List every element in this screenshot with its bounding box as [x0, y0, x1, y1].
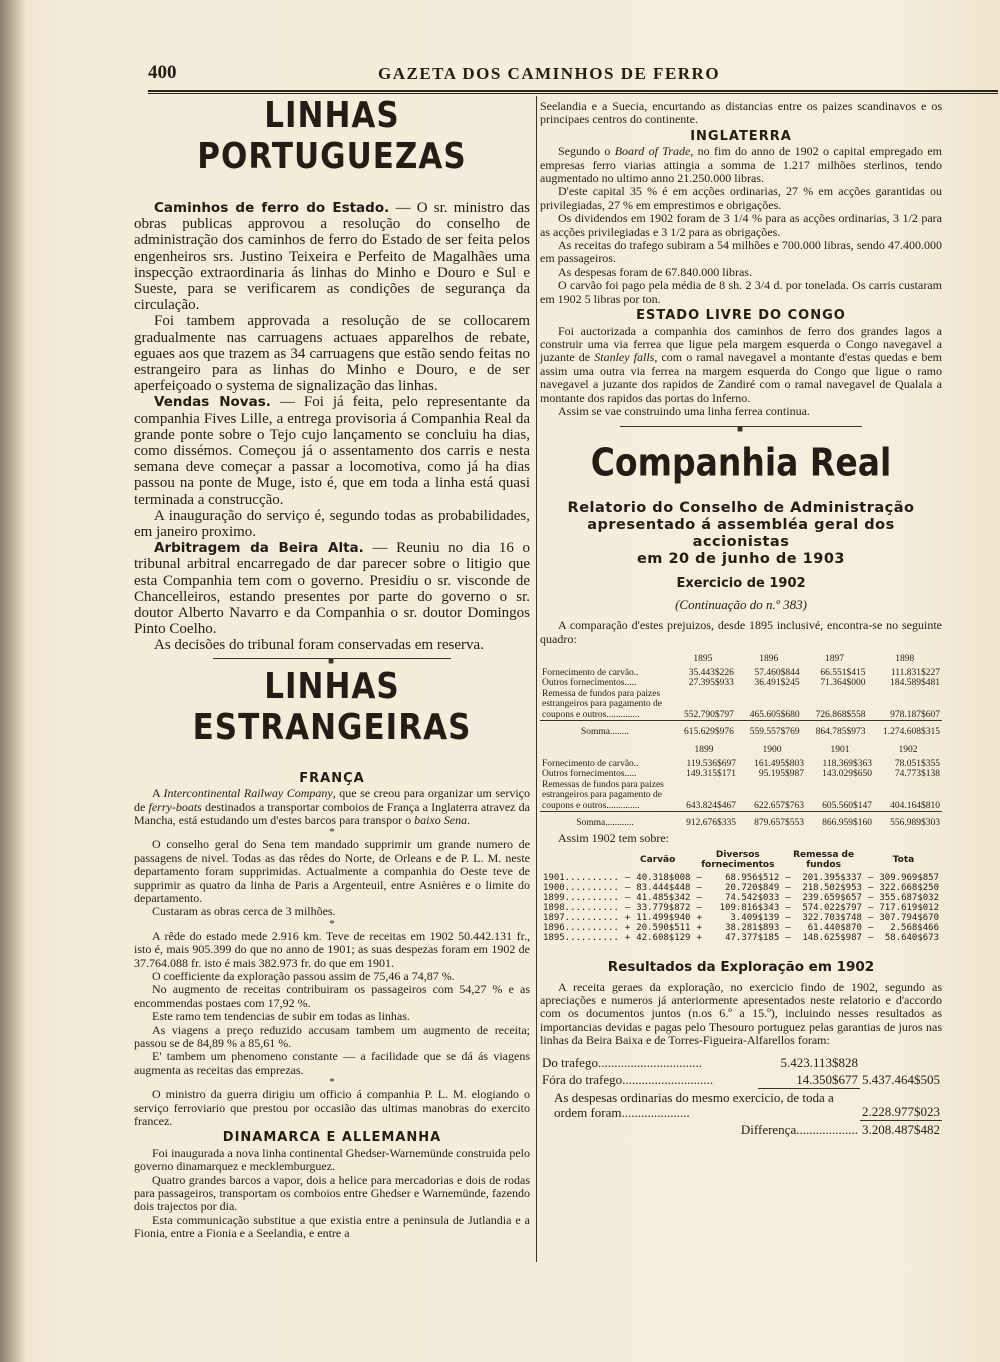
article-paragraph: Assim 1902 tem sobre:	[558, 831, 669, 846]
table-cell: 465.605$680	[749, 709, 800, 720]
difference-cell: 3.208.487$482	[862, 1122, 940, 1138]
table-cell: 47.377$185	[725, 932, 780, 943]
table-cell: 20.590$511	[636, 922, 691, 933]
article-paragraph: As decisões do tribunal foram conservadas em reserva.	[154, 637, 484, 654]
sign-cell: —	[696, 902, 702, 913]
article-paragraph: A inauguração do serviço é, segundo todas as probabilidades, em janeiro proximo.	[134, 507, 530, 541]
table-cell: 978.187$607	[890, 709, 940, 720]
table-cell: 119.536$697	[686, 758, 736, 769]
row-label: 1895..........	[543, 932, 619, 943]
table-cell: 355.687$032	[879, 892, 939, 903]
sign-cell: —	[867, 902, 874, 913]
article-text: Foi auctorizada a companhia dos caminhos de ferro dos grandes lagos a construir uma via ferrea que ligue pela margem esquerda o Congo navegavel a juzante de	[540, 323, 942, 365]
sum-cell: 556.989$303	[890, 817, 940, 828]
sign-cell: —	[867, 932, 874, 943]
article-text: Segundo o	[558, 144, 615, 159]
table-cell: 83.444$448	[636, 882, 691, 893]
table-cell: 33.779$872	[636, 902, 691, 913]
sum-cell: 864.785$973	[815, 726, 866, 737]
column-header: Carvão	[640, 854, 676, 865]
sign-cell: —	[624, 902, 631, 913]
difference-table	[540, 848, 942, 943]
table-cell: 605.560$147	[822, 800, 872, 811]
table-cell: 38.281$893	[725, 922, 780, 933]
article-paragraph: A comparação d'estes prejuizos, desde 1895 inclusivé, encontra-se no seguinte quadro:	[540, 618, 942, 646]
table-row	[540, 759, 942, 770]
year-header: 1896	[759, 654, 779, 665]
sign-cell: —	[867, 912, 874, 923]
table-row	[540, 1088, 942, 1121]
row-label: As despesas ordinarias do mesmo exercicio, de toda a ordem foram.....................	[554, 1089, 834, 1120]
row-label: Fóra do trafego............................	[542, 1071, 714, 1087]
table-row	[540, 933, 942, 943]
foreign-lines-continued	[540, 100, 942, 418]
table-header-row	[540, 848, 942, 873]
continuation-note: (Continuação do n.º 383)	[675, 597, 807, 613]
column-divider	[536, 96, 537, 1262]
table-corner	[540, 741, 670, 759]
article-paragraph: As despesas foram de 67.840.000 libras.	[558, 264, 752, 279]
italic-text: Stanley falls	[594, 350, 655, 365]
article-text: , com o ramal navegavel a montante d'estas quedas e bem assim uma outra via ferrea na margem esquerda do Congo que ligue o ramo navegavel a juzante dos rapidos de Zandiré com o ramal navegavel de Qualala a montante dos rapidos das portas do Inferno.	[540, 350, 942, 405]
ornament-divider: ■	[620, 426, 861, 433]
empty-cell	[860, 1054, 942, 1071]
article-paragraph: O coefficiente da exploração passou assim de 75,46 a 74,87 %.	[152, 968, 455, 983]
table-cell: 307.794$670	[879, 912, 939, 923]
table-row	[540, 923, 942, 933]
article-keyword: Caminhos de ferro do Estado.	[154, 200, 390, 216]
row-label: 1899..........	[543, 892, 619, 903]
losses-table-1895-1898	[540, 650, 942, 737]
article-paragraph: Foi tambem approvada a resolução de se collocarem gradualmente nas carruagens actuaes apparelhos de rebate, eguaes aos que trazem as 34 carruagens que estão sendo feitas no estrangeiro para as linhas do Minho e Douro, e de ser aperfeiçoado o systema de signalização das linhas.	[134, 313, 530, 395]
article-paragraph: Foi inaugurada a nova linha continental Ghedser-Warnemünde construida pelo governo dinamarquez e mecklemburguez.	[134, 1145, 530, 1174]
sum-cell: 866.959$160	[822, 817, 872, 828]
year-header: 1902	[898, 745, 918, 756]
table-cell: 322.668$250	[879, 882, 939, 893]
table-cell: 717.619$012	[879, 902, 939, 913]
row-label: Differença...................	[740, 1121, 858, 1137]
sign-cell: —	[696, 872, 702, 883]
table-cell: 201.395$337	[802, 872, 862, 883]
article-paragraph: Assim se vae construindo uma linha ferrea continua.	[558, 403, 810, 418]
results-intro	[540, 981, 942, 1048]
linhas-portuguezas-body	[134, 200, 530, 654]
year-header: 1901	[830, 745, 850, 756]
table-cell: 66.551$415	[820, 667, 866, 678]
table-row	[540, 883, 942, 893]
table-cell: 111.831$227	[890, 667, 940, 678]
article-paragraph: A rêde do estado mede 2.916 km. Teve de receitas em 1902 50.442.131 fr., isto é, mais 905.399 do que no anno de 1901; as suas despezas foram em 1902 de 37.764.088 fr. isto é mais 382.973 fr. do que em 1901.	[134, 928, 530, 970]
table-cell: 58.640$673	[884, 932, 939, 943]
row-label: 1900..........	[543, 882, 619, 893]
table-cell: 184.589$481	[890, 678, 940, 689]
table-cell: 78.051$355	[894, 758, 940, 769]
total-cell: 5.437.464$505	[862, 1071, 940, 1087]
table-cell: 643.824$467	[686, 800, 736, 811]
ornament-divider: ■	[213, 658, 451, 665]
article-text: — Reuniu no dia 16 o tribunal arbitral encarregado de dar parecer sobre o litigio que esta Companhia tem com o governo. Presidiu o sr. visconde de Chancelleiros, estando presentes por parte do governo o sr. doutor Alberto Navarro e da Companhia o sr. doutor Domingos Pinto Coelho.	[134, 540, 530, 638]
table-header-row	[540, 650, 942, 668]
sign-cell: +	[624, 932, 631, 943]
article-paragraph: O carvão foi pago pela média de 8 sh. 2 3/4 d. por tonelada. Os carris custaram em 1902 5 libras por ton.	[540, 278, 942, 306]
table-cell: 404.164$810	[890, 800, 940, 811]
sum-cell: 912.676$335	[686, 817, 736, 828]
report-title-line2: apresentado á assembléa geral dos accionistas	[587, 517, 895, 551]
table-cell: 71.364$000	[820, 678, 866, 689]
results-heading: Resultados da Exploração em 1902	[607, 958, 875, 975]
article-text: .	[467, 812, 471, 827]
sign-cell: —	[785, 892, 791, 903]
row-label: 1897..........	[543, 912, 619, 923]
table-cell: 143.029$650	[822, 769, 872, 780]
asterisk-separator: *	[329, 1076, 335, 1089]
table-row	[540, 780, 942, 812]
article-paragraph	[540, 145, 942, 185]
sign-cell: —	[785, 932, 791, 943]
article-paragraph: Custaram as obras cerca de 3 milhões.	[152, 904, 336, 919]
article-paragraph: Quatro grandes barcos a vapor, dois a helice para mercadorias e dois de rodas para passageiros, transportam os comboios entre Ghedser e Warnemünde, fazendo dois trajectos por dia.	[134, 1172, 530, 1214]
table-cell: 161.495$803	[754, 758, 804, 769]
sign-cell: —	[785, 912, 791, 923]
sign-cell: —	[867, 922, 874, 933]
section-heading-dinamarca: DINAMARCA E ALLEMANHA	[222, 1130, 442, 1146]
row-label: Remessa de fundos para paizes estrangeiros para pagamento de coupons e outros..............	[542, 688, 663, 720]
sign-cell: —	[867, 872, 874, 883]
journal-title: GAZETA DOS CAMINHOS DE FERRO	[378, 64, 721, 83]
article-paragraph	[134, 394, 530, 507]
column-header: Diversos fornecimentos	[701, 849, 775, 870]
section-heading-inglaterra: INGLATERRA	[690, 128, 792, 144]
page-number: 400	[148, 62, 177, 83]
table-cell: 74.773$138	[894, 769, 940, 780]
header-rule	[148, 90, 998, 92]
article-text: , no fim do anno de 1902 o capital empregado em empresas ferro viarias attingia a somma de 1.217 milhões sterlinos, tendo augmentado no ultimo anno 21.250.000 libras.	[540, 144, 943, 186]
article-paragraph: No augmento de receitas contribuiram os passageiros com 54,27 % e as encommendas postaes com 17,92 %.	[134, 982, 530, 1010]
article-paragraph: As viagens a preço reduzido accusam tambem um augmento de receita; passou se de 84,89 % a 85,61 %.	[134, 1022, 530, 1050]
section-banner-linhas-portuguezas: LINHAS PORTUGUEZAS	[197, 94, 467, 178]
table-cell: 68.956$512	[725, 872, 780, 883]
article-paragraph	[134, 787, 530, 827]
row-label: Outros fornecimentos.....	[542, 678, 637, 689]
table-cell: 42.608$129	[636, 932, 691, 943]
sign-cell: +	[624, 912, 631, 923]
article-paragraph: O ministro da guerra dirigiu um officio á companhia P. L. M. elogiando o serviço ferroviario que prestou por occasião das ultimas manobras do exercito francez.	[134, 1087, 530, 1129]
article-paragraph	[540, 325, 942, 405]
row-label: Outros fornecimentos.....	[542, 769, 637, 780]
article-text: — Foi já feita, pelo representante da companhia Fives Lille, a entrega provisoria á Companhia Real da grande ponte sobre o Tejo cujo lançamento se concluiu ha dias, como dissémos. Começou já o assentamento dos carris e nesta semana deve começar a passar a locomotiva, como já ha dias passou na ponte de Muge, isto é, que em toda a linha está quasi terminada a construcção.	[134, 394, 530, 508]
sum-cell: 615.629$976	[683, 726, 734, 737]
sign-cell: +	[696, 922, 702, 933]
table-row	[540, 913, 942, 923]
article-paragraph: A receita geraes da exploração, no exercicio findo de 1902, segundo as apreciações e numeros já anteriormente apresentados neste relatorio e d'accordo com os documentos juntos (n.os 6.º a 15.º), incluindo nesses resultados as importancias devidas e pagas pelo Thesouro portuguez pelas garantias de juros nas linhas da Beira Baixa e de Torres-Figueira-Alfarellos foram:	[540, 979, 942, 1048]
sum-label: Somma........	[580, 726, 630, 737]
table-row	[540, 903, 942, 913]
sum-label: Somma............	[576, 817, 634, 828]
article-paragraph	[134, 540, 530, 637]
row-label: Fornecimento de carvão..	[542, 667, 639, 678]
table-sum-row	[540, 723, 942, 738]
article-paragraph	[134, 200, 530, 313]
table-cell: 27.395$933	[688, 678, 734, 689]
row-label: Do trafego................................	[542, 1054, 702, 1070]
table-cell: 109.816$343	[719, 902, 780, 913]
row-label: Remessas de fundos para paizes estrangeiros para pagamento de coupons e outros..............	[542, 779, 664, 811]
sign-cell: —	[624, 872, 631, 883]
section-heading-franca: FRANÇA	[299, 770, 365, 786]
section-banner-linhas-estrangeiras: LINHAS ESTRANGEIRAS	[192, 665, 472, 749]
table-cell: 11.499$940	[636, 912, 691, 923]
year-header: 1895	[693, 654, 713, 665]
sign-cell: +	[696, 932, 702, 943]
sign-cell: —	[785, 872, 791, 883]
table-cell: 40.318$008	[636, 872, 691, 883]
sign-cell: +	[696, 912, 702, 923]
article-text: destinados a transportar comboios de França a Inglaterra atravez da Mancha, está estudando um d'estes barcos para transpor o	[134, 799, 531, 827]
report-title-line3: em 20 de junho de 1903	[636, 551, 846, 568]
article-text: — O sr. ministro das obras publicas approvou a resolução do conselho de administração dos caminhos de ferro do Estado de ser feita pelos engenheiros srs. Justino Teixeira e Perfeito de Magalhães uma inspecção extraordinaria ás linhas do Minho e Douro e Sul e Sueste, para se verificarem as condições de segurança da circulação.	[134, 200, 530, 314]
right-column	[540, 100, 942, 1138]
left-column	[134, 94, 531, 1241]
table-row	[540, 769, 942, 780]
sign-cell: —	[624, 892, 631, 903]
asterisk-separator: *	[329, 917, 335, 930]
table-row	[540, 689, 942, 721]
sign-cell: —	[696, 882, 702, 893]
table-cell: 20.720$849	[725, 882, 780, 893]
article-paragraph: As receitas do trafego subiram a 54 milhões e 700.000 libras, sendo 47.400.000 em passageiros.	[540, 238, 942, 266]
table-cell: 41.485$342	[636, 892, 691, 903]
sign-cell: —	[785, 902, 791, 913]
column-header: Remessa de fundos	[793, 849, 855, 870]
italic-text: Board of Trade	[614, 144, 691, 159]
sum-cell: 879.657$553	[754, 817, 804, 828]
year-header: 1899	[694, 745, 714, 756]
table-header-row	[540, 741, 942, 759]
italic-text: ferry-boats	[148, 799, 202, 814]
table-row	[540, 1071, 942, 1089]
table-cell: 2.228.977$023	[860, 1088, 942, 1121]
sum-cell: 559.557$769	[749, 726, 800, 737]
row-label: 1901..........	[543, 872, 619, 883]
year-header: 1898	[895, 654, 915, 665]
table-cell: 148.625$987	[802, 932, 862, 943]
results-table	[540, 1054, 942, 1139]
table-row	[540, 873, 942, 883]
report-title-line1: Relatorio do Conselho de Administração	[567, 500, 915, 517]
article-keyword: Vendas Novas.	[154, 394, 271, 411]
article-paragraph: Os dividendos em 1902 foram de 3 1/4 % para as acções ordinarias, 3 1/2 para as acções privilegiadas e 3 1/2 para as obrigações.	[540, 211, 942, 239]
section-heading-congo: ESTADO LIVRE DO CONGO	[636, 308, 846, 324]
table-cell: 218.502$953	[802, 882, 862, 893]
table-cell: 74.542$033	[725, 892, 780, 903]
year-header: 1897	[825, 654, 845, 665]
table-sum-row	[540, 814, 942, 829]
table-cell: 118.369$363	[822, 758, 872, 769]
article-paragraph: E' tambem um phenomeno constante — a facilidade que se dá ás viagens augmenta as receitas das emprezas.	[134, 1049, 530, 1077]
table-cell: 61.440$870	[807, 922, 862, 933]
table-cell: 57.460$844	[754, 667, 800, 678]
table-cell: 36.491$245	[754, 678, 800, 689]
table-cell: 35.443$226	[688, 667, 734, 678]
comparison-intro	[540, 619, 942, 646]
column-header	[540, 848, 622, 873]
year-header: 1900	[762, 745, 782, 756]
sign-cell: —	[867, 882, 874, 893]
comparison-lead	[540, 832, 942, 845]
exercicio-heading: Exercicio de 1902	[676, 576, 806, 592]
table-cell: 622.657$763	[754, 800, 804, 811]
article-text: , que se creou para organizar um serviço de	[134, 786, 530, 814]
table-row	[540, 1054, 942, 1071]
sign-cell: —	[785, 922, 791, 933]
table-cell: 552.790$797	[683, 709, 734, 720]
table-row	[540, 678, 942, 689]
sum-cell: 1.274.608$315	[883, 726, 940, 737]
table-cell: 2.568$466	[890, 922, 939, 933]
row-label: Fornecimento de carvão..	[542, 758, 639, 769]
row-label: 1898..........	[543, 902, 619, 913]
sign-cell: —	[785, 882, 791, 893]
italic-text: baixo Sena	[414, 812, 468, 827]
sign-cell: —	[696, 892, 702, 903]
table-row	[540, 893, 942, 903]
article-paragraph: Seelandia e a Suecia, encurtando as distancias entre os paizes scandinavos e os principaes centros do continente.	[540, 99, 942, 127]
table-cell: 726.868$558	[815, 709, 866, 720]
table-cell: 322.703$748	[802, 912, 862, 923]
article-text: A	[152, 786, 164, 801]
sign-cell: —	[624, 882, 631, 893]
page-header	[148, 62, 998, 90]
companhia-real-title: Companhia Real	[590, 440, 892, 486]
page-edge	[0, 0, 26, 1362]
table-row	[540, 668, 942, 679]
sign-cell: —	[867, 892, 874, 903]
article-keyword: Arbitragem da Beira Alta.	[154, 540, 364, 557]
italic-text: Intercontinental Railway Company	[163, 786, 333, 801]
asterisk-separator: *	[329, 826, 335, 839]
table-corner	[540, 650, 670, 668]
table-cell: 574.022$797	[802, 902, 862, 913]
table-cell: 14.350$677	[758, 1071, 860, 1089]
column-header: Tota	[892, 854, 915, 865]
article-paragraph: D'este capital 35 % é em acções ordinarias, 27 % em acções garantidas ou privilegiadas, 27 % em emprestimos e obrigações.	[540, 184, 942, 212]
article-paragraph: Esta communicação substitue a que existia entre a peninsula de Jutlandia e a Fionia, entre a Fionia e a Seelandia, e entre a	[134, 1212, 530, 1241]
linhas-estrangeiras-body	[134, 772, 530, 1241]
article-paragraph: O conselho geral do Sena tem mandado supprimir um grande numero de passagens de nivel. Todas as das rêdes do Norte, de Orleans e de P. L. M. neste departamento foram supprimidas. Actualmente a companhia do Oeste teve de supprimir as quatro da linha de Paris a Argenteuil, entre Asnières e o limite do departamento.	[134, 837, 530, 905]
article-paragraph: Este ramo tem tendencias de subir em todas as linhas.	[152, 1009, 410, 1024]
table-cell: 309.969$857	[879, 872, 939, 883]
table-cell: 239.659$657	[802, 892, 862, 903]
table-row	[540, 1121, 942, 1139]
losses-table-1899-1902	[540, 741, 942, 828]
table-cell: 95.195$987	[758, 769, 804, 780]
table-cell: 149.315$171	[686, 769, 736, 780]
table-cell: 5.423.113$828	[780, 1054, 858, 1070]
table-cell: 3.409$139	[730, 912, 780, 923]
sign-cell: +	[624, 922, 631, 933]
difference-table-body	[540, 873, 942, 943]
row-label: 1896..........	[543, 922, 619, 933]
